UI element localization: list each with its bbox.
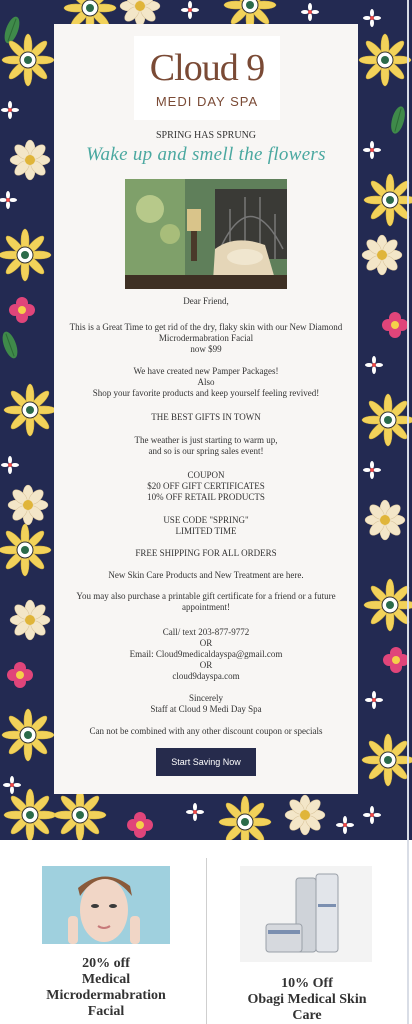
- promo-text: This is a Great Time to get rid of the dry, flaky skin with our New Diamond Microdermabration Facial: [69, 322, 343, 343]
- new-products: New Skin Care Products and New Treatment are here.: [108, 570, 304, 580]
- facial-product-image[interactable]: [42, 866, 170, 944]
- email-address[interactable]: Email: Cloud9medicaldayspa@gmail.com: [129, 649, 283, 659]
- cloud9-logo: [134, 36, 280, 120]
- spa-lounge-image: [125, 179, 287, 289]
- facial-name-3: Facial: [87, 1004, 125, 1019]
- obagi-name-1: Obagi Medical Skin: [247, 992, 367, 1007]
- limited-time: LIMITED TIME: [175, 526, 237, 536]
- spa-photo: [125, 179, 287, 289]
- product-divider: [206, 858, 207, 1024]
- coupon-code: USE CODE "SPRING": [163, 515, 249, 525]
- staff-signature: Staff at Cloud 9 Medi Day Spa: [150, 704, 262, 714]
- weather-line-1: The weather is just starting to warm up,: [134, 435, 278, 445]
- coupon-heading: COUPON: [187, 470, 225, 480]
- or-text-2: OR: [199, 660, 213, 670]
- woman-face-image: [42, 866, 170, 944]
- eyebrow-heading: SPRING HAS SPRUNG: [155, 130, 257, 141]
- website-link[interactable]: cloud9dayspa.com: [172, 671, 240, 681]
- facial-offer: 20% off: [82, 956, 130, 971]
- right-edge-border: [407, 0, 409, 1024]
- promo-price: now $99: [190, 344, 222, 354]
- gift-certificate-text: You may also purchase a printable gift certificate for a friend or a future appointment!: [76, 591, 336, 612]
- product-title-obagi[interactable]: [222, 976, 392, 1024]
- obagi-offer: 10% Off: [281, 976, 333, 991]
- email-card: [54, 24, 358, 794]
- facial-name-1: Medical: [81, 972, 131, 987]
- tagline: Wake up and smell the flowers: [86, 144, 326, 165]
- coupon-gift-certificates: $20 OFF GIFT CERTIFICATES: [147, 481, 265, 491]
- free-shipping: FREE SHIPPING FOR ALL ORDERS: [135, 548, 277, 558]
- obagi-name-2: Care: [292, 1008, 322, 1023]
- logo-main-text: Cloud 9: [149, 47, 265, 89]
- start-saving-button[interactable]: Start Saving Now: [156, 748, 256, 776]
- gifts-heading: THE BEST GIFTS IN TOWN: [151, 412, 261, 422]
- shop-text: Shop your favorite products and keep yourself feeling revived!: [92, 388, 320, 398]
- right-border-flowers: [359, 9, 412, 824]
- call-text: Call/ text 203-877-9772: [162, 627, 250, 637]
- product-title-facial[interactable]: [24, 956, 188, 1020]
- logo-sub-text: MEDI DAY SPA: [155, 94, 259, 109]
- obagi-product-image[interactable]: [240, 866, 372, 962]
- weather-line-2: and so is our spring sales event!: [148, 446, 264, 456]
- or-text-1: OR: [199, 638, 213, 648]
- also-text: Also: [197, 377, 215, 387]
- facial-name-2: Microdermabration: [46, 988, 166, 1003]
- coupon-retail: 10% OFF RETAIL PRODUCTS: [147, 492, 265, 502]
- sincerely-text: Sincerely: [189, 693, 223, 703]
- pamper-text: We have created new Pamper Packages!: [133, 366, 279, 376]
- greeting: Dear Friend,: [183, 296, 229, 306]
- left-border-flowers: [0, 15, 56, 840]
- disclaimer-text: Can not be combined with any other discount coupon or specials: [89, 726, 323, 736]
- obagi-bottles-image: [240, 866, 372, 962]
